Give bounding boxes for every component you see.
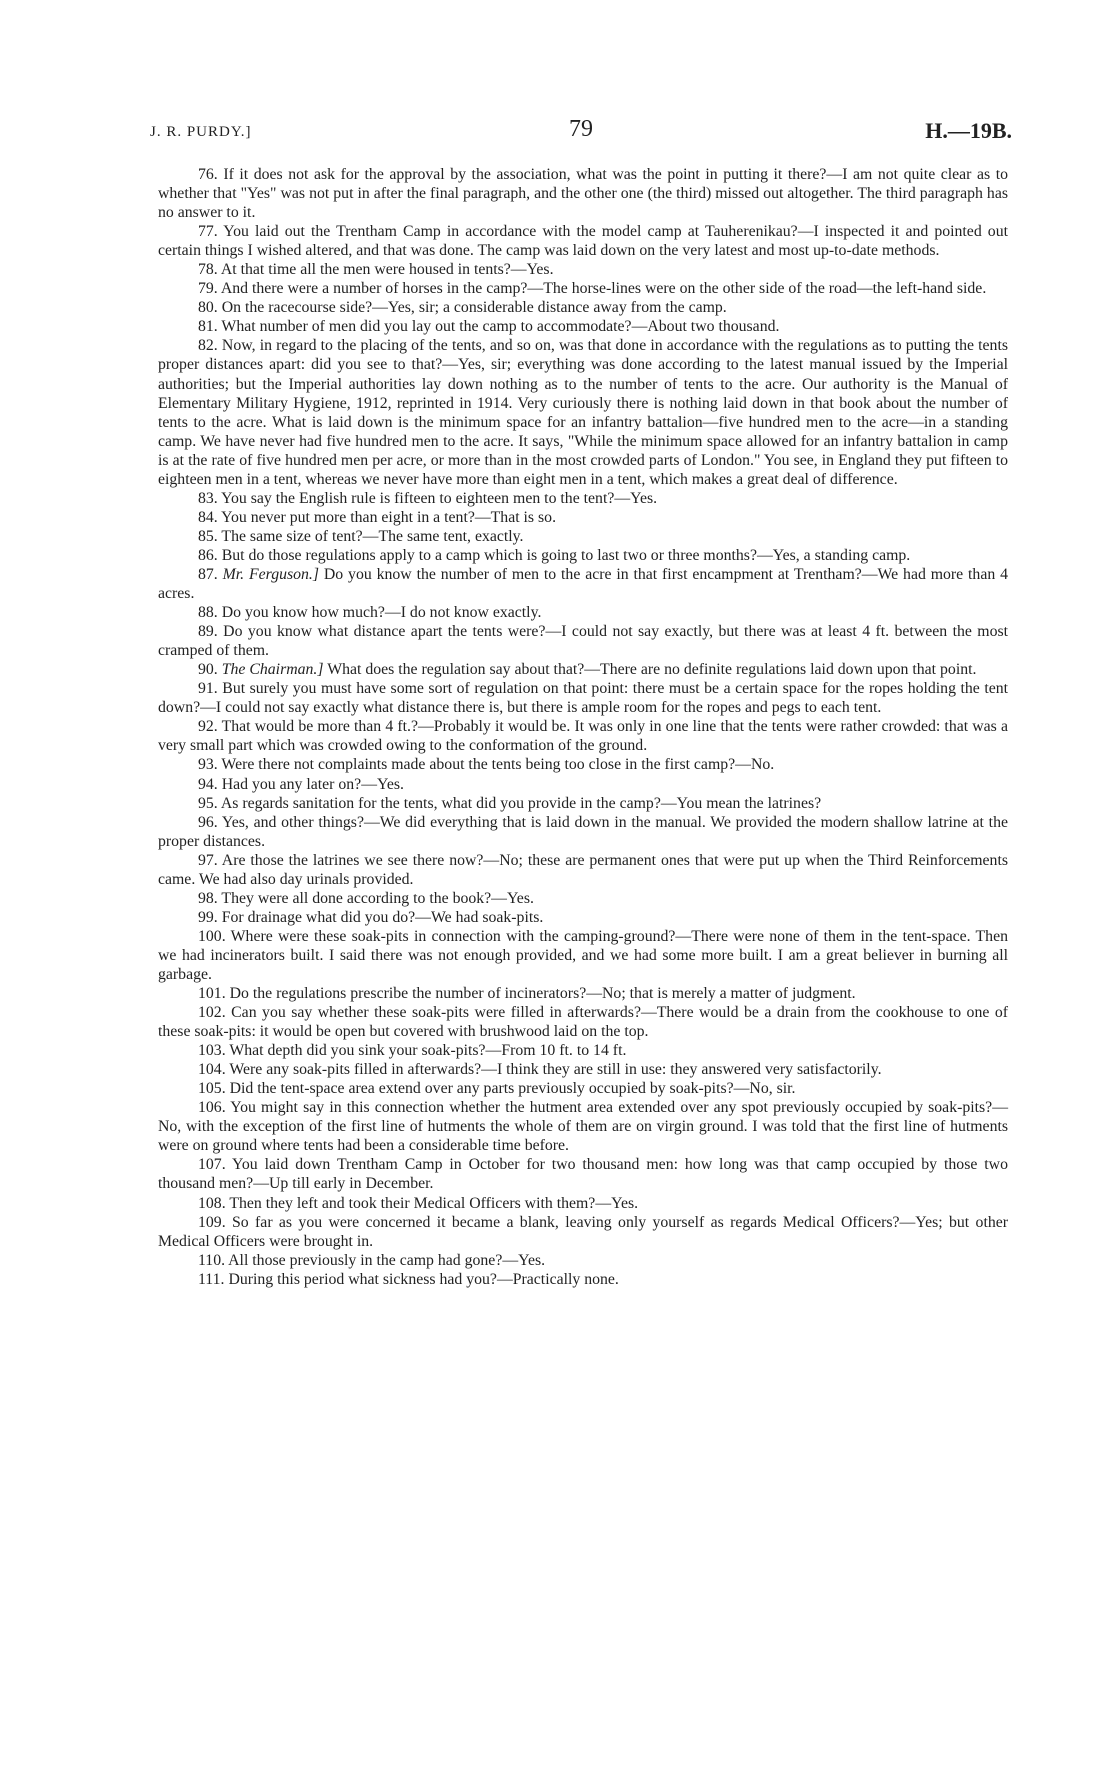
question-number: 97. [198, 851, 218, 869]
testimony-paragraph [158, 717, 1008, 755]
question-answer-text: Did the tent-space area extend over any parts previously occupied by soak-pits?—No, sir. [229, 1080, 796, 1098]
testimony-paragraph [158, 298, 1008, 317]
question-answer-text: The same size of tent?—The same tent, exactly. [221, 527, 524, 545]
question-number: 90. [198, 661, 218, 679]
testimony-paragraph [158, 565, 1008, 603]
page-header [150, 116, 1012, 150]
question-answer-text: But do those regulations apply to a camp which is going to last two or three months?—Yes, a standing camp. [221, 546, 911, 564]
question-number: 82. [198, 337, 218, 355]
question-number: 76. [198, 166, 218, 183]
question-number: 89. [198, 623, 218, 641]
testimony-paragraph [158, 317, 1008, 336]
question-number: 98. [198, 889, 218, 907]
testimony-paragraph [158, 679, 1008, 717]
question-number: 79. [198, 280, 218, 298]
testimony-paragraph [158, 813, 1008, 851]
question-answer-text: You say the English rule is fifteen to eighteen men to the tent?—Yes. [221, 489, 658, 507]
testimony-paragraph [158, 508, 1008, 527]
testimony-paragraph [158, 546, 1008, 565]
testimony-paragraph [158, 336, 1008, 488]
testimony-paragraph [158, 908, 1008, 927]
testimony-paragraph [158, 1098, 1008, 1155]
question-number: 87. [198, 565, 218, 583]
question-answer-text: As regards sanitation for the tents, what did you provide in the camp?—You mean the latrines? [220, 794, 822, 812]
question-number: 109. [198, 1213, 226, 1231]
page-number: 79 [569, 116, 593, 142]
testimony-paragraph [158, 755, 1008, 774]
question-answer-text: Were any soak-pits filled in afterwards?—I think they are still in use: they answered very satisfactorily. [229, 1061, 882, 1079]
question-number: 80. [198, 299, 218, 317]
question-number: 107. [198, 1156, 226, 1174]
question-answer-text: Do you know what distance apart the tents were?—I could not say exactly, but there was at least 4 ft. between the most cramped of them. [158, 623, 1008, 660]
question-answer-text: You laid out the Trentham Camp in accordance with the model camp at Tauherenikau?—I inspected it and pointed out certain things I wished altered, and that was done. The camp was laid down on the very latest and most up-to-date methods. [158, 223, 1008, 260]
testimony-paragraph [158, 889, 1008, 908]
question-number: 94. [198, 775, 218, 793]
question-number: 108. [198, 1194, 226, 1212]
question-answer-text: That would be more than 4 ft.?—Probably it would be. It was only in one line that the tents were rather crowded: that was a very small part which was crowded owing to the conformation of the ground. [158, 718, 1008, 755]
question-number: 96. [198, 813, 218, 831]
question-number: 85. [198, 527, 218, 545]
speaker-label: Mr. Ferguson.] [222, 565, 320, 583]
question-answer-text: But surely you must have some sort of regulation on that point: there must be a certain space for the ropes holding the tent down?—I could not say exactly what distance there is, but there is ample room for the ropes and pegs to each tent. [158, 680, 1009, 717]
testimony-paragraph [158, 1003, 1008, 1041]
speaker-label: The Chairman.] [221, 661, 324, 679]
question-answer-text: So far as you were concerned it became a blank, leaving only yourself as regards Medical Officers?—Yes; but other Medical Officers were brought in. [158, 1213, 1009, 1250]
question-answer-text: Do the regulations prescribe the number of incinerators?—No; that is merely a matter of judgment. [229, 985, 856, 1003]
question-answer-text: Yes, and other things?—We did everything that is laid down in the manual. We provided the modern shallow latrine at the proper distances. [158, 813, 1008, 850]
question-number: 100. [198, 927, 226, 945]
testimony-paragraph [158, 1041, 1008, 1060]
question-number: 106. [198, 1099, 226, 1117]
testimony-paragraph [158, 851, 1008, 889]
question-answer-text: Do you know how much?—I do not know exactly. [221, 604, 542, 622]
testimony-paragraph [158, 165, 1008, 222]
testimony-paragraph [158, 489, 1008, 508]
question-answer-text: You never put more than eight in a tent?—That is so. [221, 508, 557, 526]
question-number: 111. [198, 1270, 225, 1288]
question-number: 102. [198, 1004, 226, 1022]
testimony-paragraph [158, 527, 1008, 546]
question-number: 84. [198, 508, 218, 526]
question-answer-text: You laid down Trentham Camp in October for two thousand men: how long was that camp occupied by those two thousand men?—Up till early in December. [158, 1156, 1008, 1193]
question-answer-text: Do you know the number of men to the acre in that first encampment at Trentham?—We had more than 4 acres. [158, 565, 1008, 603]
question-number: 101. [198, 985, 226, 1003]
testimony-paragraph [158, 1060, 1008, 1079]
question-number: 103. [198, 1042, 226, 1060]
question-answer-text: Then they left and took their Medical Officers with them?—Yes. [229, 1194, 639, 1212]
question-answer-text: Where were these soak-pits in connection with the camping-ground?—There were none of them in the tent-space. Then we had incinerators built. I said there was not enough provided, and we had some more built. I am a great believer in burning all garbage. [158, 927, 1008, 983]
running-head-witness: J. R. PURDY.] [150, 124, 252, 140]
question-number: 104. [198, 1061, 226, 1079]
testimony-paragraph [158, 927, 1008, 984]
question-number: 86. [198, 546, 218, 564]
question-number: 95. [198, 794, 218, 812]
question-answer-text: What number of men did you lay out the camp to accommodate?—About two thousand. [221, 318, 780, 336]
question-answer-text: Were there not complaints made about the tents being too close in the first camp?—No. [221, 756, 775, 774]
testimony-paragraph [158, 279, 1008, 298]
testimony-body [158, 165, 1008, 1289]
testimony-paragraph [158, 1270, 1008, 1289]
testimony-paragraph [158, 794, 1008, 813]
question-answer-text: For drainage what did you do?—We had soak-pits. [221, 908, 544, 926]
testimony-paragraph [158, 260, 1008, 279]
testimony-paragraph [158, 660, 1008, 679]
testimony-paragraph [158, 1194, 1008, 1213]
question-answer-text: If it does not ask for the approval by the association, what was the point in putting it there?—I am not quite clear as to whether that "Yes" was not put in after the final paragraph, and the other one (the third) missed out altogether. The third paragraph has no answer to it. [158, 166, 1008, 222]
question-number: 99. [198, 908, 218, 926]
question-answer-text: What depth did you sink your soak-pits?—From 10 ft. to 14 ft. [229, 1042, 627, 1060]
testimony-paragraph [158, 984, 1008, 1003]
question-number: 93. [198, 756, 218, 774]
testimony-paragraph [158, 1155, 1008, 1193]
question-number: 105. [198, 1080, 226, 1098]
testimony-paragraph [158, 622, 1008, 660]
question-number: 91. [198, 680, 218, 698]
question-number: 110. [198, 1251, 226, 1269]
testimony-paragraph [158, 603, 1008, 622]
document-reference: H.—19B. [925, 118, 1012, 143]
question-answer-text: You might say in this connection whether the hutment area extended over any spot previously occupied by soak-pits?—No, with the exception of the first line of hutments the whole of them are on virgin ground. I was told that the first line of hutments were on ground where tents had been a considerable time before. [158, 1099, 1008, 1155]
testimony-paragraph [158, 222, 1008, 260]
testimony-paragraph [158, 1251, 1008, 1270]
question-answer-text: At that time all the men were housed in tents?—Yes. [220, 261, 554, 279]
testimony-paragraph [158, 775, 1008, 794]
testimony-paragraph [158, 1213, 1008, 1251]
question-answer-text: All those previously in the camp had gone?—Yes. [228, 1251, 546, 1269]
question-answer-text: Now, in regard to the placing of the tents, and so on, was that done in accordance with the regulations as to putting the tents proper distances apart: did you see to that?—Yes, sir; everything was done according to the latest manual issued by the Imperial authorities; but the Imperial authorities lay down nothing as to the number of tents to the acre. Our authority is the Manual of Elementary Military Hygiene, 1912, reprinted in 1914. Very curiously there is nothing laid down in that book about the number of tents to the acre. What is laid down is the minimum space for an infantry battalion—five hundred men to the acre—in a standing camp. We have never had five hundred men to the acre. It says, "While the minimum space allowed for an infantry battalion in camp is at the rate of five hundred men per acre, or more than in the most crowded parts of London." You see, in England they put fifteen to eighteen men in a tent, whereas we never have more than eight men in a tent, which makes a great deal of difference. [158, 337, 1008, 488]
question-answer-text: They were all done according to the book?—Yes. [221, 889, 534, 907]
question-answer-text: What does the regulation say about that?—There are no definite regulations laid down upon that point. [327, 661, 977, 679]
question-number: 83. [198, 489, 218, 507]
question-number: 81. [198, 318, 218, 336]
question-answer-text: On the racecourse side?—Yes, sir; a considerable distance away from the camp. [221, 299, 727, 317]
question-number: 88. [198, 604, 218, 622]
question-answer-text: Can you say whether these soak-pits were filled in afterwards?—There would be a drain from the cookhouse to one of these soak-pits: it would be open but covered with brushwood laid on the top. [158, 1004, 1009, 1041]
question-answer-text: Had you any later on?—Yes. [221, 775, 404, 793]
question-number: 77. [198, 223, 218, 241]
question-number: 78. [198, 261, 218, 279]
question-number: 92. [198, 718, 218, 736]
question-answer-text: During this period what sickness had you?—Practically none. [228, 1270, 619, 1288]
question-answer-text: Are those the latrines we see there now?—No; these are permanent ones that were put up when the Third Reinforcements came. We had also day urinals provided. [158, 851, 1008, 888]
question-answer-text: And there were a number of horses in the camp?—The horse-lines were on the other side of the road—the left-hand side. [220, 280, 987, 298]
testimony-paragraph [158, 1079, 1008, 1098]
